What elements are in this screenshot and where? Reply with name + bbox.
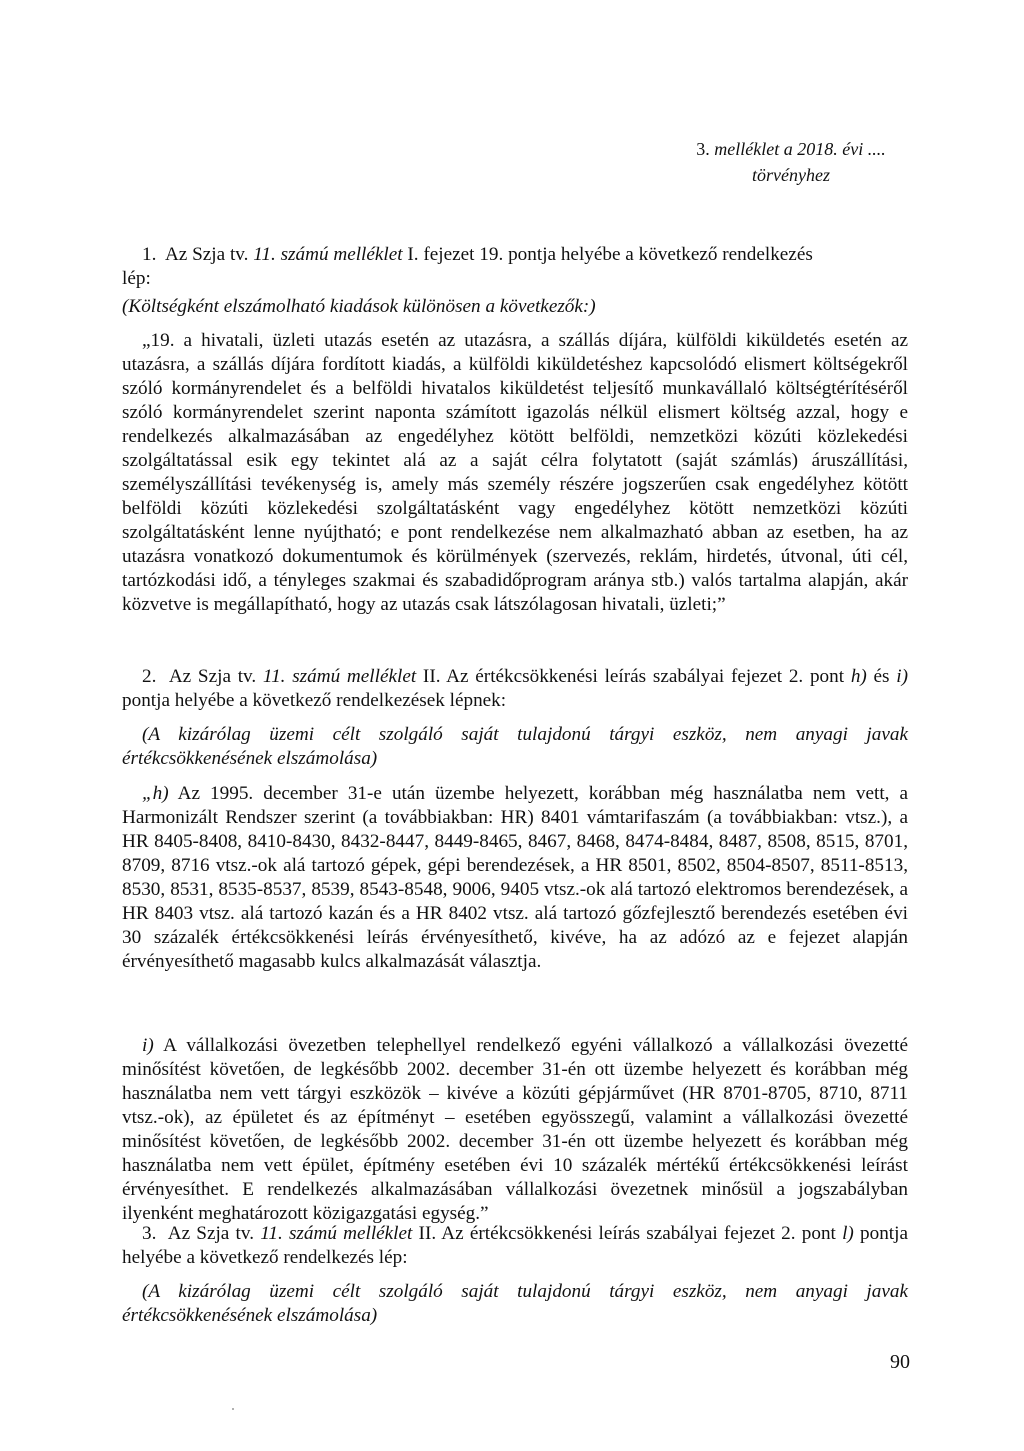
item-2-context: (A kizárólag üzemi célt szolgáló saját tulajdonú tárgyi eszköz, nem anyagi javak értékcsökkenésének elszámolása) [122,724,908,769]
item-2-ref-point-i: i) [896,666,908,687]
point-h-label: „h) [142,783,169,804]
item-2-number: 2. [142,666,157,687]
item-1-ref-text-b: I. fejezet 19. pontja helyébe a következő rendelkezés [402,244,813,265]
item-2-ref-text-b: II. Az értékcsökkenési leírás szabályai fejezet 2. pont [416,666,851,687]
item-1-ref-text-c: lép: [122,268,151,289]
item-2-ref-text-c: és [866,666,897,687]
item-3-context: (A kizárólag üzemi célt szolgáló saját tulajdonú tárgyi eszköz, nem anyagi javak értékcsökkenésének elszámolása) [122,1281,908,1326]
annex-number: 3. [696,139,710,159]
item-1-ref-annex: 11. számú melléklet [253,244,403,265]
item-1-number: 1. [142,244,157,265]
annex-header-line2: törvényhez [752,165,830,185]
annex-header-line1 [646,136,936,162]
item-3-ref-point-l: l) [842,1223,854,1244]
point-i-body: A vállalkozási övezetben telephellyel rendelkező egyéni vállalkozó a vállalkozási övezetté minősítést követően, de legkésőbb 2002. december 31-én ott üzembe helyezett és korábban még használatba nem vett tárgyi eszközök – kivéve a közúti gépjárművet (HR 8701-8705, 8710, 8711 vtsz.-ok), az épületet és az építményt – esetében egyösszegű, valamint a vállalkozási övezetté minősítést követően, de legkésőbb 2002. december 31-én ott üzembe helyezett és korábban még használatba nem vett épület, építmény esetében évi 10 százalék mértékű értékcsökkenési leírást érvényesíthet. E rendelkezés alkalmazásában vállalkozási övezetnek minősül a jogszabályban ilyenként meghatározott közigazgatási egység.” [122,1035,908,1224]
item-3-number: 3. [142,1223,157,1244]
annex-header [646,136,936,188]
item-2-ref-point-h: h) [850,666,867,687]
point-i-label: i) [142,1035,154,1056]
item-2-ref-annex: 11. számú melléklet [262,666,417,687]
item-2-ref-text-d: pontja helyébe a következő rendelkezések lépnek: [122,690,507,711]
item-3-ref-text-c: pontja helyébe a következő rendelkezés lép: [122,1223,908,1268]
item-2-ref-text-a: Az Szja tv. [168,666,263,687]
item-1-context: (Költségként elszámolható kiadások különösen a következők:) [122,296,596,317]
item-2-reference [122,665,908,713]
scan-speck [232,1408,234,1410]
item-3-ref-text-b: II. Az értékcsökkenési leírás szabályai fejezet 2. pont [412,1223,843,1244]
item-2-point-h [122,782,908,974]
item-3-ref-text-a: Az Szja tv. [167,1223,261,1244]
point-h-body: Az 1995. december 31-e után üzembe helyezett, korábban még használatba nem vett, a Harmonizált Rendszer szerint (a továbbiakban: HR) 8401 vámtarifaszám (a továbbiakban: vtsz.), a HR 8405-8408, 8410-8430, 8432-8447, 8449-8465, 8467, 8468, 8474-8484, 8487, 8508, 8515, 8701, 8709, 8716 vtsz.-ok alá tartozó gépek, gépi berendezések, a HR 8501, 8502, 8504-8507, 8511-8513, 8530, 8531, 8535-8537, 8539, 8543-8548, 9006, 9405 vtsz.-ok alá tartozó elektromos berendezések, a HR 8403 vtsz. alá tartozó kazán és a HR 8402 vtsz. alá tartozó gőzfejlesztő berendezés esetében évi 30 százalék értékcsökkenési leírás érvényesíthető, kivéve, ha az adózó az e fejezet alapján érvényesíthető magasabb kulcs alkalmazását választja. [122,783,908,972]
item-1-reference [122,243,908,291]
item-3-ref-annex: 11. számú melléklet [260,1223,413,1244]
item-1-reference-line [122,243,908,267]
item-2-point-i [122,1034,908,1226]
item-3-reference [122,1222,908,1270]
annex-title: melléklet a 2018. évi .... [709,139,886,159]
item-1-ref-text-a: Az Szja tv. [164,244,254,265]
page-number: 90 [890,1351,910,1373]
item-1-body: „19. a hivatali, üzleti utazás esetén az utazásra, a szállás díjára, külföldi kiküldetés esetén az utazásra, a szállás díjára fordított kiadás, a külföldi kiküldetéshez kapcsolódó elismert költségekről szóló kormányrendelet és a belföldi hivatalos kiküldetést teljesítő munkavállaló költségtérítéséről szóló kormányrendelet szerint naponta számított igazolás nélkül elismert költség azzal, hogy e rendelkezés alkalmazásában az engedélyhez kötött belföldi, nemzetközi közúti közlekedési szolgáltatással esik egy tekintet alá az a saját célra folytatott (saját számlás) áruszállítási, személyszállítási tevékenység is, amely más személy részére jogszerűen csak engedélyhez kötött belföldi közúti közlekedési szolgáltatásként vagy engedélyhez kötött nemzetközi közúti szolgáltatásként lenne nyújtható; e pont rendelkezése nem alkalmazható abban az esetben, ha az utazásra vonatkozó dokumentumok és körülmények (szervezés, reklám, hirdetés, útvonal, úti cél, tartózkodási idő, a tényleges szakmai és szabadidőprogram aránya stb.) valós tartalma alapján, akár közvetve is megállapítható, hogy az utazás csak látszólagosan hivatali, üzleti;” [122,330,908,615]
